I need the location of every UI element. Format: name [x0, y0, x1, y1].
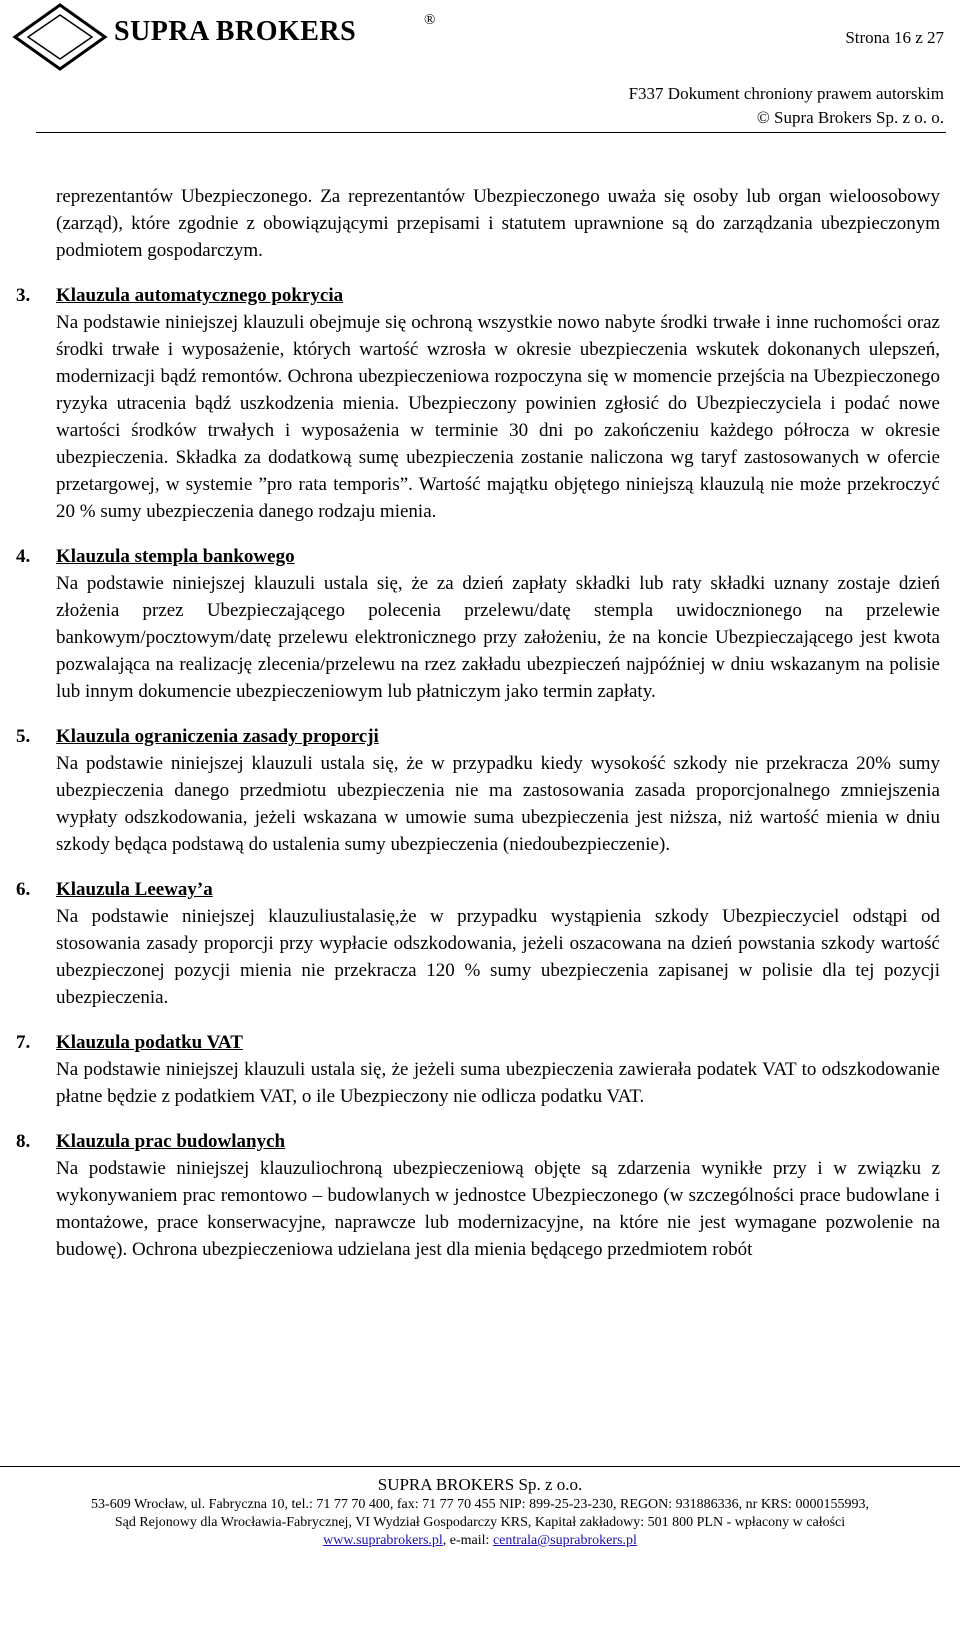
footer-registry: Sąd Rejonowy dla Wrocławia-Fabrycznej, VI Wydział Gospodarczy KRS, Kapitał zakładowy: 501 800 PLN - wpłacony w całości — [114, 1515, 846, 1530]
document-code: F337 Dokument chroniony prawem autorskim — [628, 84, 944, 103]
footer-contact — [0, 1532, 960, 1550]
clause-number: 7. — [16, 1032, 31, 1053]
page-number: Strona 16 z 27 — [845, 28, 944, 47]
clause-body: Na podstawie niniejszej klauzuli ustala się, że za dzień zapłaty składki lub raty składki uznany zostaje dzień złożenia przez Ubezpieczającego polecenia przelewu/datę stempla uwidocznionego na przelewie bankowym/pocztowym/datę przelewu elektronicznego przy założeniu, że na koncie Ubezpieczającego jest kwota pozwalająca na realizację zlecenia/przelewu na rzez zakładu ubezpieczeń najpóźniej w dniu wskazanym na polisie lub innym dokumencie ubezpieczeniowym lub płatniczym jako termin zapłaty. — [56, 573, 940, 702]
email-link[interactable]: centrala@suprabrokers.pl — [492, 1533, 637, 1548]
clause-heading — [16, 282, 940, 309]
clause-section-7 — [16, 1029, 940, 1110]
clause-title: Klauzula prac budowlanych — [56, 1131, 286, 1152]
page-footer — [0, 1474, 960, 1550]
clause-number: 5. — [16, 726, 31, 747]
diamond-logo-icon — [12, 2, 108, 72]
copyright-notice: © Supra Brokers Sp. z o. o. — [756, 108, 944, 127]
clause-body: Na podstawie niniejszej klauzuliustalasię,że w przypadku wystąpienia szkody Ubezpieczyciel odstąpi od stosowania zasady proporcji przy wypłacie odszkodowania, jeżeli oszacowana na dzień powstania szkody wartość ubezpieczonej pozycji mienia nie przekracza 120 % sumy ubezpieczenia zapisanej w polisie dla tej pozycji ubezpieczenia. — [56, 906, 940, 1008]
document-body — [16, 183, 940, 1263]
clause-number: 3. — [16, 285, 31, 306]
footer-divider — [0, 1466, 960, 1467]
clause-number: 6. — [16, 879, 31, 900]
clause-section-4 — [16, 543, 940, 705]
email-label: , e-mail: — [442, 1533, 493, 1548]
clause-title: Klauzula Leeway’a — [56, 879, 213, 900]
registered-mark: ® — [424, 12, 436, 28]
clause-number: 4. — [16, 546, 31, 567]
clause-section-6 — [16, 876, 940, 1011]
clause-body: Na podstawie niniejszej klauzuli ustala się, że w przypadku kiedy wysokość szkody nie przekracza 20% sumy ubezpieczenia danego przedmiotu ubezpieczenia nie ma zastosowania zasada proporcjonalnego zmniejszenia wypłaty odszkodowania, jeżeli wskazana w umowie suma ubezpieczenia jest niższa, niż wartość mienia w dniu szkody będąca podstawą do ustalenia sumy ubezpieczenia (niedoubezpieczenie). — [56, 753, 940, 855]
clause-heading — [16, 1029, 940, 1056]
clause-body: Na podstawie niniejszej klauzuli ustala się, że jeżeli suma ubezpieczenia zawierała podatek VAT to odszkodowanie płatne będzie z podatkiem VAT, o ile Ubezpieczony nie odlicza podatku VAT. — [56, 1059, 940, 1107]
clause-heading — [16, 876, 940, 903]
supra-brokers-logo — [12, 2, 472, 72]
clause-title: Klauzula stempla bankowego — [56, 546, 295, 567]
clause-title: Klauzula ograniczenia zasady proporcji — [56, 726, 379, 747]
page-header — [0, 0, 960, 140]
website-link[interactable]: www.suprabrokers.pl — [323, 1533, 443, 1548]
intro-paragraph: reprezentantów Ubezpieczonego. Za reprezentantów Ubezpieczonego uważa się osoby lub organ wieloosobowy (zarząd), które zgodnie z obowiązującymi przepisami i statutem uprawnione są do zarządzania ubezpieczonym podmiotem gospodarczym. — [56, 186, 940, 261]
clause-title: Klauzula automatycznego pokrycia — [56, 285, 344, 306]
clause-heading — [16, 723, 940, 750]
clause-body: Na podstawie niniejszej klauzuliochroną ubezpieczeniową objęte są zdarzenia wynikłe przy i w związku z wykonywaniem prac remontowo – budowlanych w jednostce Ubezpieczonego (w szczególności prace budowlane i montażowe, prace konserwacyjne, naprawcze lub modernizacyjne, na które nie jest wymagane pozwolenie na budowę). Ochrona ubezpieczeniowa udzielana jest dla mienia będącego przedmiotem robót — [56, 1158, 940, 1260]
clause-section-5 — [16, 723, 940, 858]
clause-section-8 — [16, 1128, 940, 1263]
logo-text: SUPRA BROKERS — [114, 16, 357, 47]
clause-section-3 — [16, 282, 940, 525]
clause-number: 8. — [16, 1131, 31, 1152]
clause-body: Na podstawie niniejszej klauzuli obejmuje się ochroną wszystkie nowo nabyte środki trwałe i inne ruchomości oraz środki trwałe i wyposażenie, których wartość wzrosła w okresie ubezpieczenia wskutek dokonanych ulepszeń, modernizacji bądź remontów. Ochrona ubezpieczeniowa rozpoczyna się w momencie przejścia na Ubezpieczonego ryzyka utracenia bądź uszkodzenia mienia. Ubezpieczony powinien zgłosić do Ubezpieczyciela i podać nowe wartości środków trwałych i wyposażenia w terminie 30 dni po zakończeniu każdego półrocza w okresie ubezpieczenia. Składka za dodatkową sumę ubezpieczenia zostanie naliczona wg taryf zastosowanych w ofercie przetargowej, w systemie ”pro rata temporis”. Wartość majątku objętego niniejszą klauzulą nie może przekroczyć 20 % sumy ubezpieczenia danego rodzaju mienia. — [56, 312, 940, 522]
footer-address: 53-609 Wrocław, ul. Fabryczna 10, tel.: 71 77 70 400, fax: 71 77 70 455 NIP: 899-25-23-230, REGON: 931886336, nr KRS: 0000155993, — [91, 1497, 869, 1512]
clause-heading — [16, 543, 940, 570]
clause-heading — [16, 1128, 940, 1155]
clause-title: Klauzula podatku VAT — [56, 1032, 243, 1053]
header-divider — [36, 132, 946, 133]
footer-company-name: SUPRA BROKERS Sp. z o.o. — [377, 1475, 583, 1494]
